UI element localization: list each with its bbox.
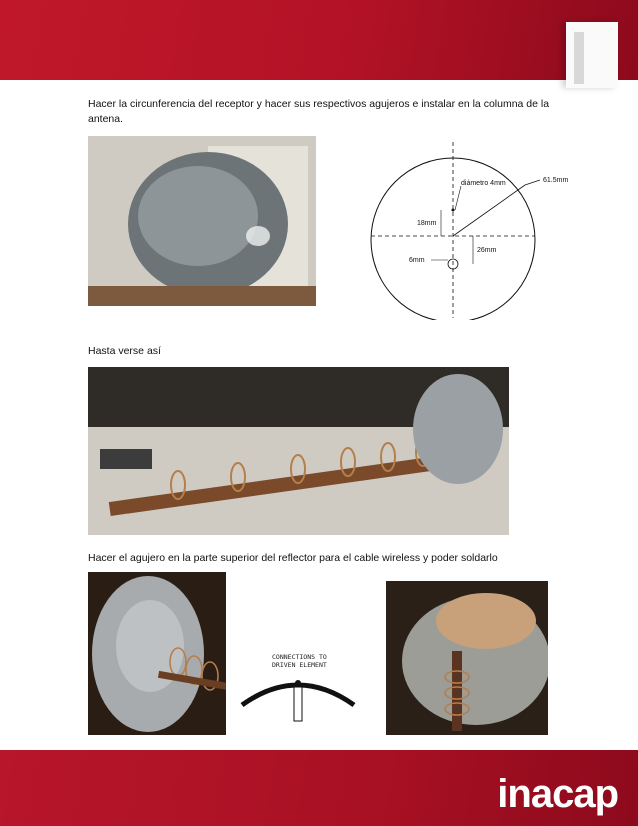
driven-element-diagram: [238, 645, 358, 725]
paragraph-3: Hacer el agujero en la parte superior del reflector para el cable wireless y poder soldarlo: [88, 552, 498, 564]
photo-reflector-graphic: [88, 572, 226, 735]
connector-label-line2: DRIVEN ELEMENT: [272, 661, 327, 669]
radius-line: [453, 185, 525, 236]
photo-disc-on-newspaper: [88, 136, 316, 306]
paragraph-2: Hasta verse así: [88, 345, 161, 357]
label-6mm: 6mm: [409, 257, 425, 264]
photo-soldering: [386, 581, 548, 735]
connection-point: [295, 680, 301, 686]
paragraph-1: Hacer la circunferencia del receptor y hacer sus respectivos agujeros e instalar en la columna de la antena.: [88, 98, 550, 125]
photo-reflector-hole: [88, 572, 226, 735]
header-band: [0, 0, 638, 80]
inacap-logo: inacap: [497, 772, 618, 816]
diameter-label: diámetro 4mm: [461, 180, 506, 187]
label-18mm: 18mm: [417, 220, 437, 227]
radius-label: 61.5mm: [543, 177, 569, 184]
photo-antenna-graphic: [88, 367, 509, 535]
header-logo-mark: [566, 22, 618, 88]
feed-tube: [294, 687, 302, 721]
label-26mm: 26mm: [477, 247, 497, 254]
connector-label-line1: CONNECTIONS TO: [272, 653, 327, 661]
circle-dimension-diagram: [365, 140, 575, 320]
photo-disc-graphic: [88, 136, 316, 306]
small-hole: [452, 209, 455, 212]
photo-antenna-assembly: [88, 367, 509, 535]
photo-soldering-graphic: [386, 581, 548, 735]
reflector-outline: [371, 158, 535, 320]
